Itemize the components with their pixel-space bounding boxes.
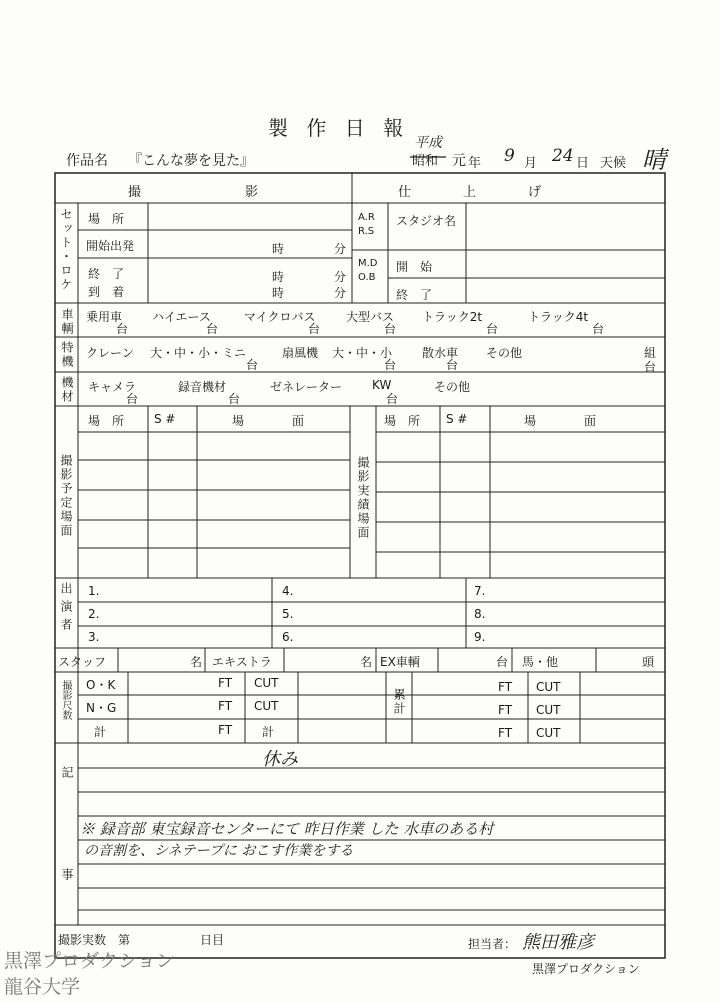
crane-sizes: 大・中・小・ミニ [150, 346, 247, 360]
shoot-header: 撮 影 [128, 185, 259, 200]
vehicle-unit-5: 台 [486, 322, 499, 336]
watermark-line-1: 黒澤プロダクション [4, 950, 175, 972]
hour-3: 時 [272, 286, 285, 300]
cast-1: 1. [88, 584, 100, 598]
vehicles-label: 車輌 [60, 308, 74, 336]
ft-2: FT [218, 699, 233, 713]
cut-6: CUT [536, 726, 561, 740]
vehicle-car: 乗用車 [86, 310, 123, 324]
special-set-unit: 組 [644, 346, 657, 360]
cast-6: 6. [282, 630, 294, 644]
equipment-label: 機材 [60, 376, 74, 404]
vehicle-unit-2: 台 [206, 322, 219, 336]
plan-label: 撮影予定場面 [59, 454, 73, 538]
company-name: 黒澤プロダクション [532, 962, 640, 976]
vehicle-hiace: ハイエース [152, 310, 211, 324]
crane-unit: 台 [246, 358, 259, 372]
staff-unit: 名 [190, 655, 203, 669]
days-unit: 日目 [200, 933, 225, 947]
water-label: 散水車 [422, 346, 459, 360]
equip-unit-1: 台 [126, 392, 139, 406]
cast-4: 4. [282, 584, 294, 598]
fan-label: 扇風機 [282, 346, 319, 360]
equip-generator: ゼネレーター [270, 380, 343, 394]
ex-car-label: EX車輌 [380, 655, 420, 669]
vehicle-micro: マイクロバス [244, 310, 316, 324]
footage-label: 撮影尺数 [60, 680, 71, 720]
actual-s-header: S # [446, 412, 468, 426]
finish-header: 仕 上 げ [398, 185, 542, 200]
notes-line-3: の音割を、シネテープに おこす作業をする [84, 843, 354, 859]
cast-3: 3. [88, 630, 100, 644]
minute-1: 分 [334, 242, 347, 256]
plan-s-header: S # [154, 412, 176, 426]
cast-label: 出演者 [59, 582, 73, 636]
weather-label: 天候 [600, 156, 627, 171]
horse-label: 馬・他 [522, 655, 559, 669]
cast-2: 2. [88, 607, 100, 621]
crane-label: クレーン [86, 346, 134, 360]
plan-place-header: 場 所 [88, 414, 125, 428]
footage-ng: N・G [86, 701, 117, 715]
fan-unit: 台 [384, 358, 397, 372]
day-unit: 日 [576, 156, 590, 171]
equip-other: その他 [434, 380, 471, 394]
notes-line-1: 休み [262, 749, 298, 770]
cut-1: CUT [254, 676, 279, 690]
start-label: 開始出発 [86, 239, 135, 253]
vehicle-unit-1: 台 [116, 322, 129, 336]
minute-3: 分 [334, 286, 347, 300]
year-unit: 年 [468, 156, 482, 171]
vehicle-unit-6: 台 [592, 322, 605, 336]
total-sub: 計 [262, 725, 275, 739]
notes-label: 記事 [60, 766, 74, 970]
staff-label: スタッフ [58, 655, 107, 669]
ft-6: FT [498, 726, 513, 740]
special-label: 特機 [60, 341, 74, 369]
year-value: 元 [452, 153, 466, 169]
extra-unit: 名 [360, 655, 373, 669]
cast-9: 9. [474, 630, 486, 644]
end-label: 終 了 [88, 267, 125, 281]
equip-sound: 録音機材 [178, 380, 227, 394]
actual-scene-header: 場 面 [524, 414, 597, 428]
day-value: 24 [552, 146, 574, 166]
equip-kw: KW [372, 378, 392, 392]
weather-value: 晴 [642, 146, 666, 174]
plan-scene-header: 場 面 [232, 414, 305, 428]
ft-5: FT [498, 703, 513, 717]
ft-4: FT [498, 680, 513, 694]
person-label: 担当者： [468, 937, 517, 951]
form-title: 製 作 日 報 [268, 116, 410, 140]
era-handwritten: 平成 [414, 135, 442, 151]
days-label: 撮影実数 第 [58, 933, 131, 947]
ar-label: A.R [358, 212, 375, 223]
cast-8: 8. [474, 607, 486, 621]
actual-label: 撮影実績場面 [356, 456, 370, 540]
equip-unit-2: 台 [228, 392, 241, 406]
arrive-label: 到 着 [88, 285, 125, 299]
work-name: 『こんな夢を見た』 [128, 153, 254, 169]
month-unit: 月 [524, 156, 538, 171]
era-printed: 昭和 [412, 154, 439, 169]
ex-car-unit: 台 [496, 655, 509, 669]
special-other: その他 [486, 346, 523, 360]
work-label: 作品名 [66, 153, 108, 169]
actual-place-header: 場 所 [384, 414, 421, 428]
cut-4: CUT [536, 680, 561, 694]
begin-label: 開 始 [396, 260, 433, 274]
footage-ok: O・K [86, 678, 116, 692]
cumulative-label: 累計 [392, 688, 406, 716]
vehicle-truck4: トラック4t [528, 310, 589, 324]
special-unit-end: 台 [644, 360, 657, 374]
person-name: 熊田雅彦 [522, 932, 594, 953]
water-unit: 台 [446, 358, 459, 372]
horse-unit: 頭 [642, 655, 655, 669]
ft-3: FT [218, 723, 233, 737]
vehicle-truck2: トラック2t [422, 310, 483, 324]
extra-label: エキストラ [212, 655, 272, 669]
fan-sizes: 大・中・小 [332, 346, 393, 360]
rs-label: R.S [358, 226, 375, 237]
cut-2: CUT [254, 699, 279, 713]
cut-5: CUT [536, 703, 561, 717]
watermark-line-2: 龍谷大学 [4, 976, 81, 998]
ob-label: O.B [358, 272, 376, 283]
vehicle-unit-4: 台 [384, 322, 397, 336]
place-label: 場 所 [88, 212, 125, 226]
finish-label: 終 了 [396, 288, 433, 302]
ft-1: FT [218, 676, 233, 690]
set-loca-label: セット・ロケ [59, 208, 73, 292]
cast-5: 5. [282, 607, 294, 621]
footage-total: 計 [94, 725, 107, 739]
vehicle-unit-3: 台 [308, 322, 321, 336]
hour-1: 時 [272, 242, 285, 256]
month-value: 9 [504, 146, 515, 166]
vehicle-bus: 大型バス [346, 310, 395, 324]
md-label: M.D [358, 258, 378, 269]
cast-7: 7. [474, 584, 486, 598]
equip-camera: キャメラ [88, 380, 137, 394]
studio-label: スタジオ名 [396, 214, 457, 228]
minute-2: 分 [334, 270, 347, 284]
hour-2: 時 [272, 270, 285, 284]
notes-line-2: ※ 録音部 東宝録音センターにて 昨日作業 した 水車のある村 [80, 820, 494, 838]
equip-unit-3: 台 [386, 392, 399, 406]
